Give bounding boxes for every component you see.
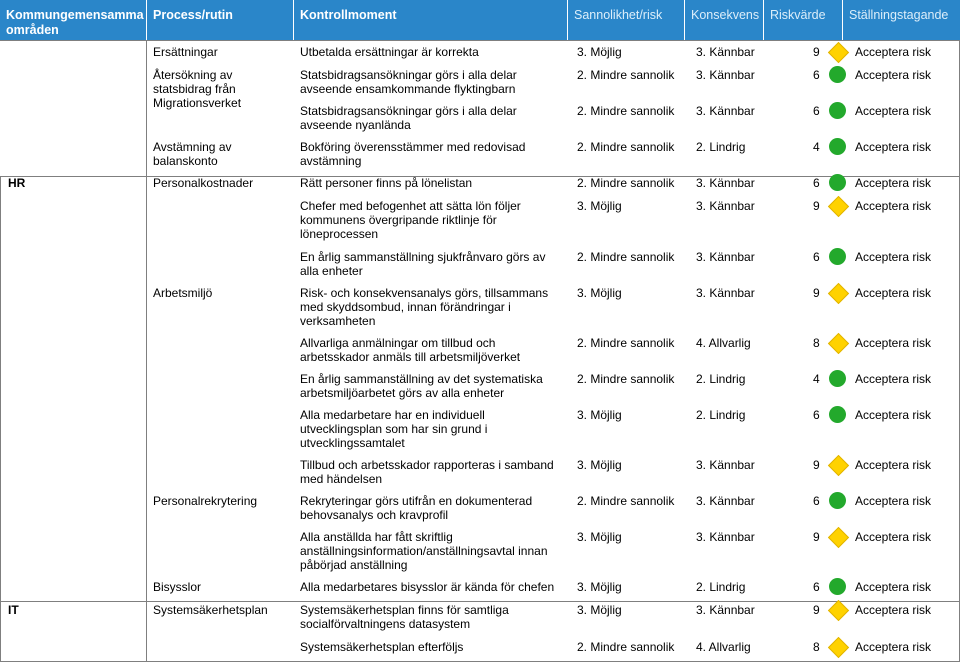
stance-cell: Acceptera risk [855,372,932,386]
green-circle-icon [829,66,846,83]
yellow-diamond-icon [828,42,849,63]
control-cell: Utbetalda ersättningar är korrekta [300,45,479,59]
risk-value-cell: 9 [813,530,820,544]
green-circle-icon [829,492,846,509]
consequence-cell: 2. Lindrig [696,372,746,386]
stance-cell: Acceptera risk [855,176,932,190]
risk-value-cell: 4 [813,140,820,154]
process-cell: Återsökning av statsbidrag från Migrationsverket [153,68,242,110]
control-cell: Allvarliga anmälningar om tillbud och arbetsskador anmäls till arbetsmiljöverket [300,336,521,364]
probability-cell: 2. Mindre sannolik [577,250,675,264]
stance-cell: Acceptera risk [855,408,932,422]
control-cell: Statsbidragsansökningar görs i alla delar avseende ensamkommande flyktingbarn [300,68,517,96]
probability-cell: 2. Mindre sannolik [577,104,675,118]
control-cell: Systemsäkerhetsplan efterföljs [300,640,464,654]
risk-value-cell: 6 [813,494,820,508]
area-cell: HR [8,176,26,190]
control-cell: Bokföring överensstämmer med redovisad avstämning [300,140,526,168]
risk-value-cell: 8 [813,336,820,350]
yellow-diamond-icon [828,196,849,217]
risk-value-cell: 6 [813,68,820,82]
header-consequence[interactable]: Konsekvens [685,0,763,40]
grid-line [0,176,1,662]
control-cell: En årlig sammanställning av det systematiska arbetsmiljöarbetet görs av alla enheter [300,372,543,400]
consequence-cell: 3. Kännbar [696,458,755,472]
stance-cell: Acceptera risk [855,68,932,82]
consequence-cell: 3. Kännbar [696,68,755,82]
stance-cell: Acceptera risk [855,580,932,594]
risk-value-cell: 6 [813,104,820,118]
risk-value-cell: 4 [813,372,820,386]
control-cell: Alla anställda har fått skriftlig anställningsinformation/anställningsavtal innan påbörjad anställning [300,530,548,572]
consequence-cell: 2. Lindrig [696,408,746,422]
control-cell: Systemsäkerhetsplan finns för samtliga socialförvaltningens datasystem [300,603,509,631]
consequence-cell: 2. Lindrig [696,140,746,154]
risk-value-cell: 9 [813,603,820,617]
header-risk-value[interactable]: Riskvärde [764,0,842,40]
table-header [0,0,960,40]
control-cell: Rätt personer finns på lönelistan [300,176,473,190]
risk-value-cell: 9 [813,199,820,213]
header-stance[interactable]: Ställningstagande [843,0,960,40]
green-circle-icon [829,248,846,265]
consequence-cell: 3. Kännbar [696,199,755,213]
probability-cell: 3. Möjlig [577,408,622,422]
consequence-cell: 3. Kännbar [696,286,755,300]
stance-cell: Acceptera risk [855,640,932,654]
green-circle-icon [829,578,846,595]
risk-value-cell: 6 [813,176,820,190]
probability-cell: 3. Möjlig [577,603,622,617]
stance-cell: Acceptera risk [855,104,932,118]
green-circle-icon [829,406,846,423]
probability-cell: 2. Mindre sannolik [577,372,675,386]
grid-line [146,40,147,662]
process-cell: Ersättningar [153,45,218,59]
yellow-diamond-icon [828,527,849,548]
yellow-diamond-icon [828,600,849,621]
stance-cell: Acceptera risk [855,45,932,59]
stance-cell: Acceptera risk [855,286,932,300]
stance-cell: Acceptera risk [855,336,932,350]
stance-cell: Acceptera risk [855,140,932,154]
consequence-cell: 3. Kännbar [696,250,755,264]
grid-line [0,601,960,602]
consequence-cell: 4. Allvarlig [696,640,751,654]
process-cell: Personalrekrytering [153,494,258,508]
grid-line [0,40,960,41]
yellow-diamond-icon [828,333,849,354]
control-cell: Chefer med befogenhet att sätta lön följer kommunens övergripande riktlinje för löneprocessen [300,199,521,241]
risk-value-cell: 9 [813,286,820,300]
consequence-cell: 3. Kännbar [696,530,755,544]
green-circle-icon [829,174,846,191]
probability-cell: 2. Mindre sannolik [577,640,675,654]
yellow-diamond-icon [828,455,849,476]
stance-cell: Acceptera risk [855,250,932,264]
green-circle-icon [829,370,846,387]
risk-value-cell: 6 [813,250,820,264]
risk-value-cell: 6 [813,408,820,422]
yellow-diamond-icon [828,283,849,304]
consequence-cell: 3. Kännbar [696,45,755,59]
risk-value-cell: 9 [813,45,820,59]
stance-cell: Acceptera risk [855,458,932,472]
process-cell: Bisysslor [153,580,202,594]
process-cell: Personalkostnader [153,176,254,190]
probability-cell: 3. Möjlig [577,580,622,594]
control-cell: Statsbidragsansökningar görs i alla delar avseende nyanlända [300,104,517,132]
process-cell: Avstämning av balanskonto [153,140,232,168]
control-cell: Rekryteringar görs utifrån en dokumenterad behovsanalys och kravprofil [300,494,533,522]
header-probability[interactable]: Sannolikhet/risk [568,0,684,40]
stance-cell: Acceptera risk [855,530,932,544]
consequence-cell: 2. Lindrig [696,580,746,594]
control-cell: Alla medarbetares bisysslor är kända för chefen [300,580,555,594]
green-circle-icon [829,138,846,155]
process-cell: Systemsäkerhetsplan [153,603,268,617]
probability-cell: 2. Mindre sannolik [577,140,675,154]
risk-value-cell: 8 [813,640,820,654]
control-cell: Alla medarbetare har en individuell utvecklingsplan som har sin grund i utvecklingssamtalet [300,408,488,450]
stance-cell: Acceptera risk [855,199,932,213]
control-cell: Risk- och konsekvensanalys görs, tillsammans med skyddsombud, innan förändringar i verksamheten [300,286,549,328]
probability-cell: 3. Möjlig [577,199,622,213]
green-circle-icon [829,102,846,119]
stance-cell: Acceptera risk [855,494,932,508]
header-process[interactable]: Process/rutin [147,0,293,40]
consequence-cell: 4. Allvarlig [696,336,751,350]
risk-value-cell: 9 [813,458,820,472]
yellow-diamond-icon [828,637,849,658]
stance-cell: Acceptera risk [855,603,932,617]
consequence-cell: 3. Kännbar [696,104,755,118]
probability-cell: 3. Möjlig [577,286,622,300]
probability-cell: 3. Möjlig [577,530,622,544]
consequence-cell: 3. Kännbar [696,176,755,190]
probability-cell: 3. Möjlig [577,45,622,59]
consequence-cell: 3. Kännbar [696,494,755,508]
control-cell: Tillbud och arbetsskador rapporteras i samband med händelsen [300,458,554,486]
header-area[interactable]: Kommungemensamma områden [0,0,146,40]
control-cell: En årlig sammanställning sjukfrånvaro görs av alla enheter [300,250,546,278]
process-cell: Arbetsmiljö [153,286,213,300]
probability-cell: 2. Mindre sannolik [577,494,675,508]
header-control[interactable]: Kontrollmoment [294,0,567,40]
consequence-cell: 3. Kännbar [696,603,755,617]
probability-cell: 2. Mindre sannolik [577,68,675,82]
area-cell: IT [8,603,19,617]
probability-cell: 2. Mindre sannolik [577,336,675,350]
probability-cell: 2. Mindre sannolik [577,176,675,190]
probability-cell: 3. Möjlig [577,458,622,472]
risk-value-cell: 6 [813,580,820,594]
